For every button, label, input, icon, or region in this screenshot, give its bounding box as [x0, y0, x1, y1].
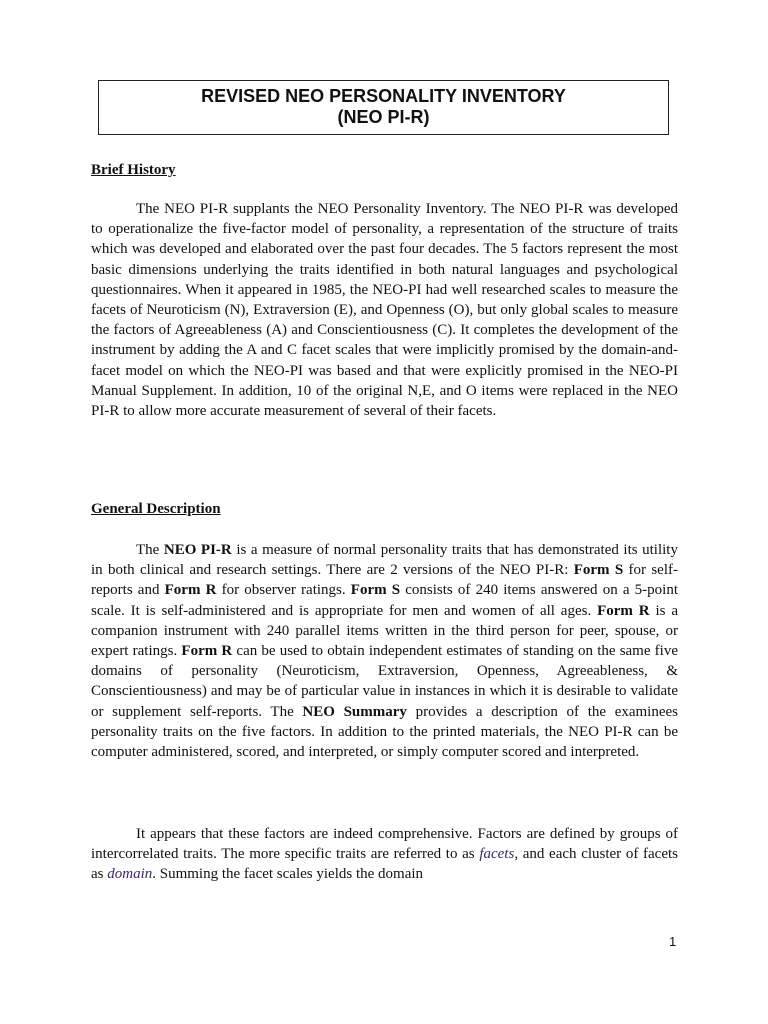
bold-term: Form S	[350, 582, 401, 599]
title-box	[98, 80, 669, 135]
page-number: 1	[669, 934, 677, 949]
text-span: for observer ratings.	[216, 582, 351, 599]
text-span: consists of 240 items answered on a 5-point scale. It is self-administered and is appropriate for men and women of all ages.	[91, 582, 678, 619]
text-span: It appears that these factors are indeed comprehensive. Factors are defined by groups of intercorrelated traits. The more specific traits are referred to as	[91, 826, 678, 863]
text-span: The	[136, 542, 164, 558]
text-span: for self-reports and	[91, 562, 678, 599]
bold-term: NEO PI-R	[163, 542, 232, 558]
bold-term: NEO Summary	[302, 703, 407, 720]
text-span: provides a description of the examinees personality traits on the five factors. In addition to the printed materials, the NEO PI-R can be computer administered, scored, and interpreted, or simply computer scored and interpreted.	[91, 703, 679, 761]
text-span: . Summing the facet scales yields the domain	[152, 866, 424, 883]
bold-term: Form S	[573, 562, 624, 579]
title-line-1: REVISED NEO PERSONALITY INVENTORY	[201, 86, 566, 106]
bold-term: Form R	[181, 643, 233, 660]
brief-history-heading: Brief History	[91, 162, 176, 178]
italic-term-domain: domain	[107, 866, 153, 883]
general-description-heading: General Description	[91, 501, 221, 517]
text-span: , and each cluster of facets as	[91, 846, 678, 883]
bold-term: Form R	[164, 582, 217, 599]
text-span: can be used to obtain independent estimates of standing on the same five domains of personality (Neuroticism, Extraversion, Openness, Agreeableness, & Conscientiousness) and may be of particular value in instances in which it is desirable to validate or supplement self-reports. The	[91, 643, 679, 720]
text-span: is a measure of normal personality traits that has demonstrated its utility in both clinical and research settings. There are 2 versions of the NEO PI-R:	[91, 542, 678, 579]
factors-paragraph	[91, 824, 678, 885]
text-span: is a companion instrument with 240 parallel items written in the third person for peer, spouse, or expert ratings.	[91, 602, 678, 660]
italic-term-facets: facets	[479, 846, 515, 863]
bold-term: Form R	[597, 602, 650, 619]
brief-history-paragraph: The NEO PI-R supplants the NEO Personality Inventory. The NEO PI-R was developed to operationalize the five-factor model of personality, a representation of the structure of traits which was developed and elaborated over the past four decades. The 5 factors represent the most basic dimensions underlying the traits identified in both natural languages and psychological questionnaires. When it appeared in 1985, the NEO-PI had well researched scales to measure the facets of Neuroticism (N), Extraversion (E), and Openness (O), but only global scales to measure the factors of Agreeableness (A) and Conscientiousness (C). It completes the development of the instrument by adding the A and C facet scales that were implicitly promised by the domain-and-facet model on which the NEO-PI was based and that were explicitly promised in the NEO-PI Manual Supplement. In addition, 10 of the original N,E, and O items were replaced in the NEO PI-R to allow more accurate measurement of several of their facets.	[91, 201, 678, 420]
general-description-paragraph	[91, 540, 678, 762]
title-line-2: (NEO PI-R)	[337, 107, 430, 127]
